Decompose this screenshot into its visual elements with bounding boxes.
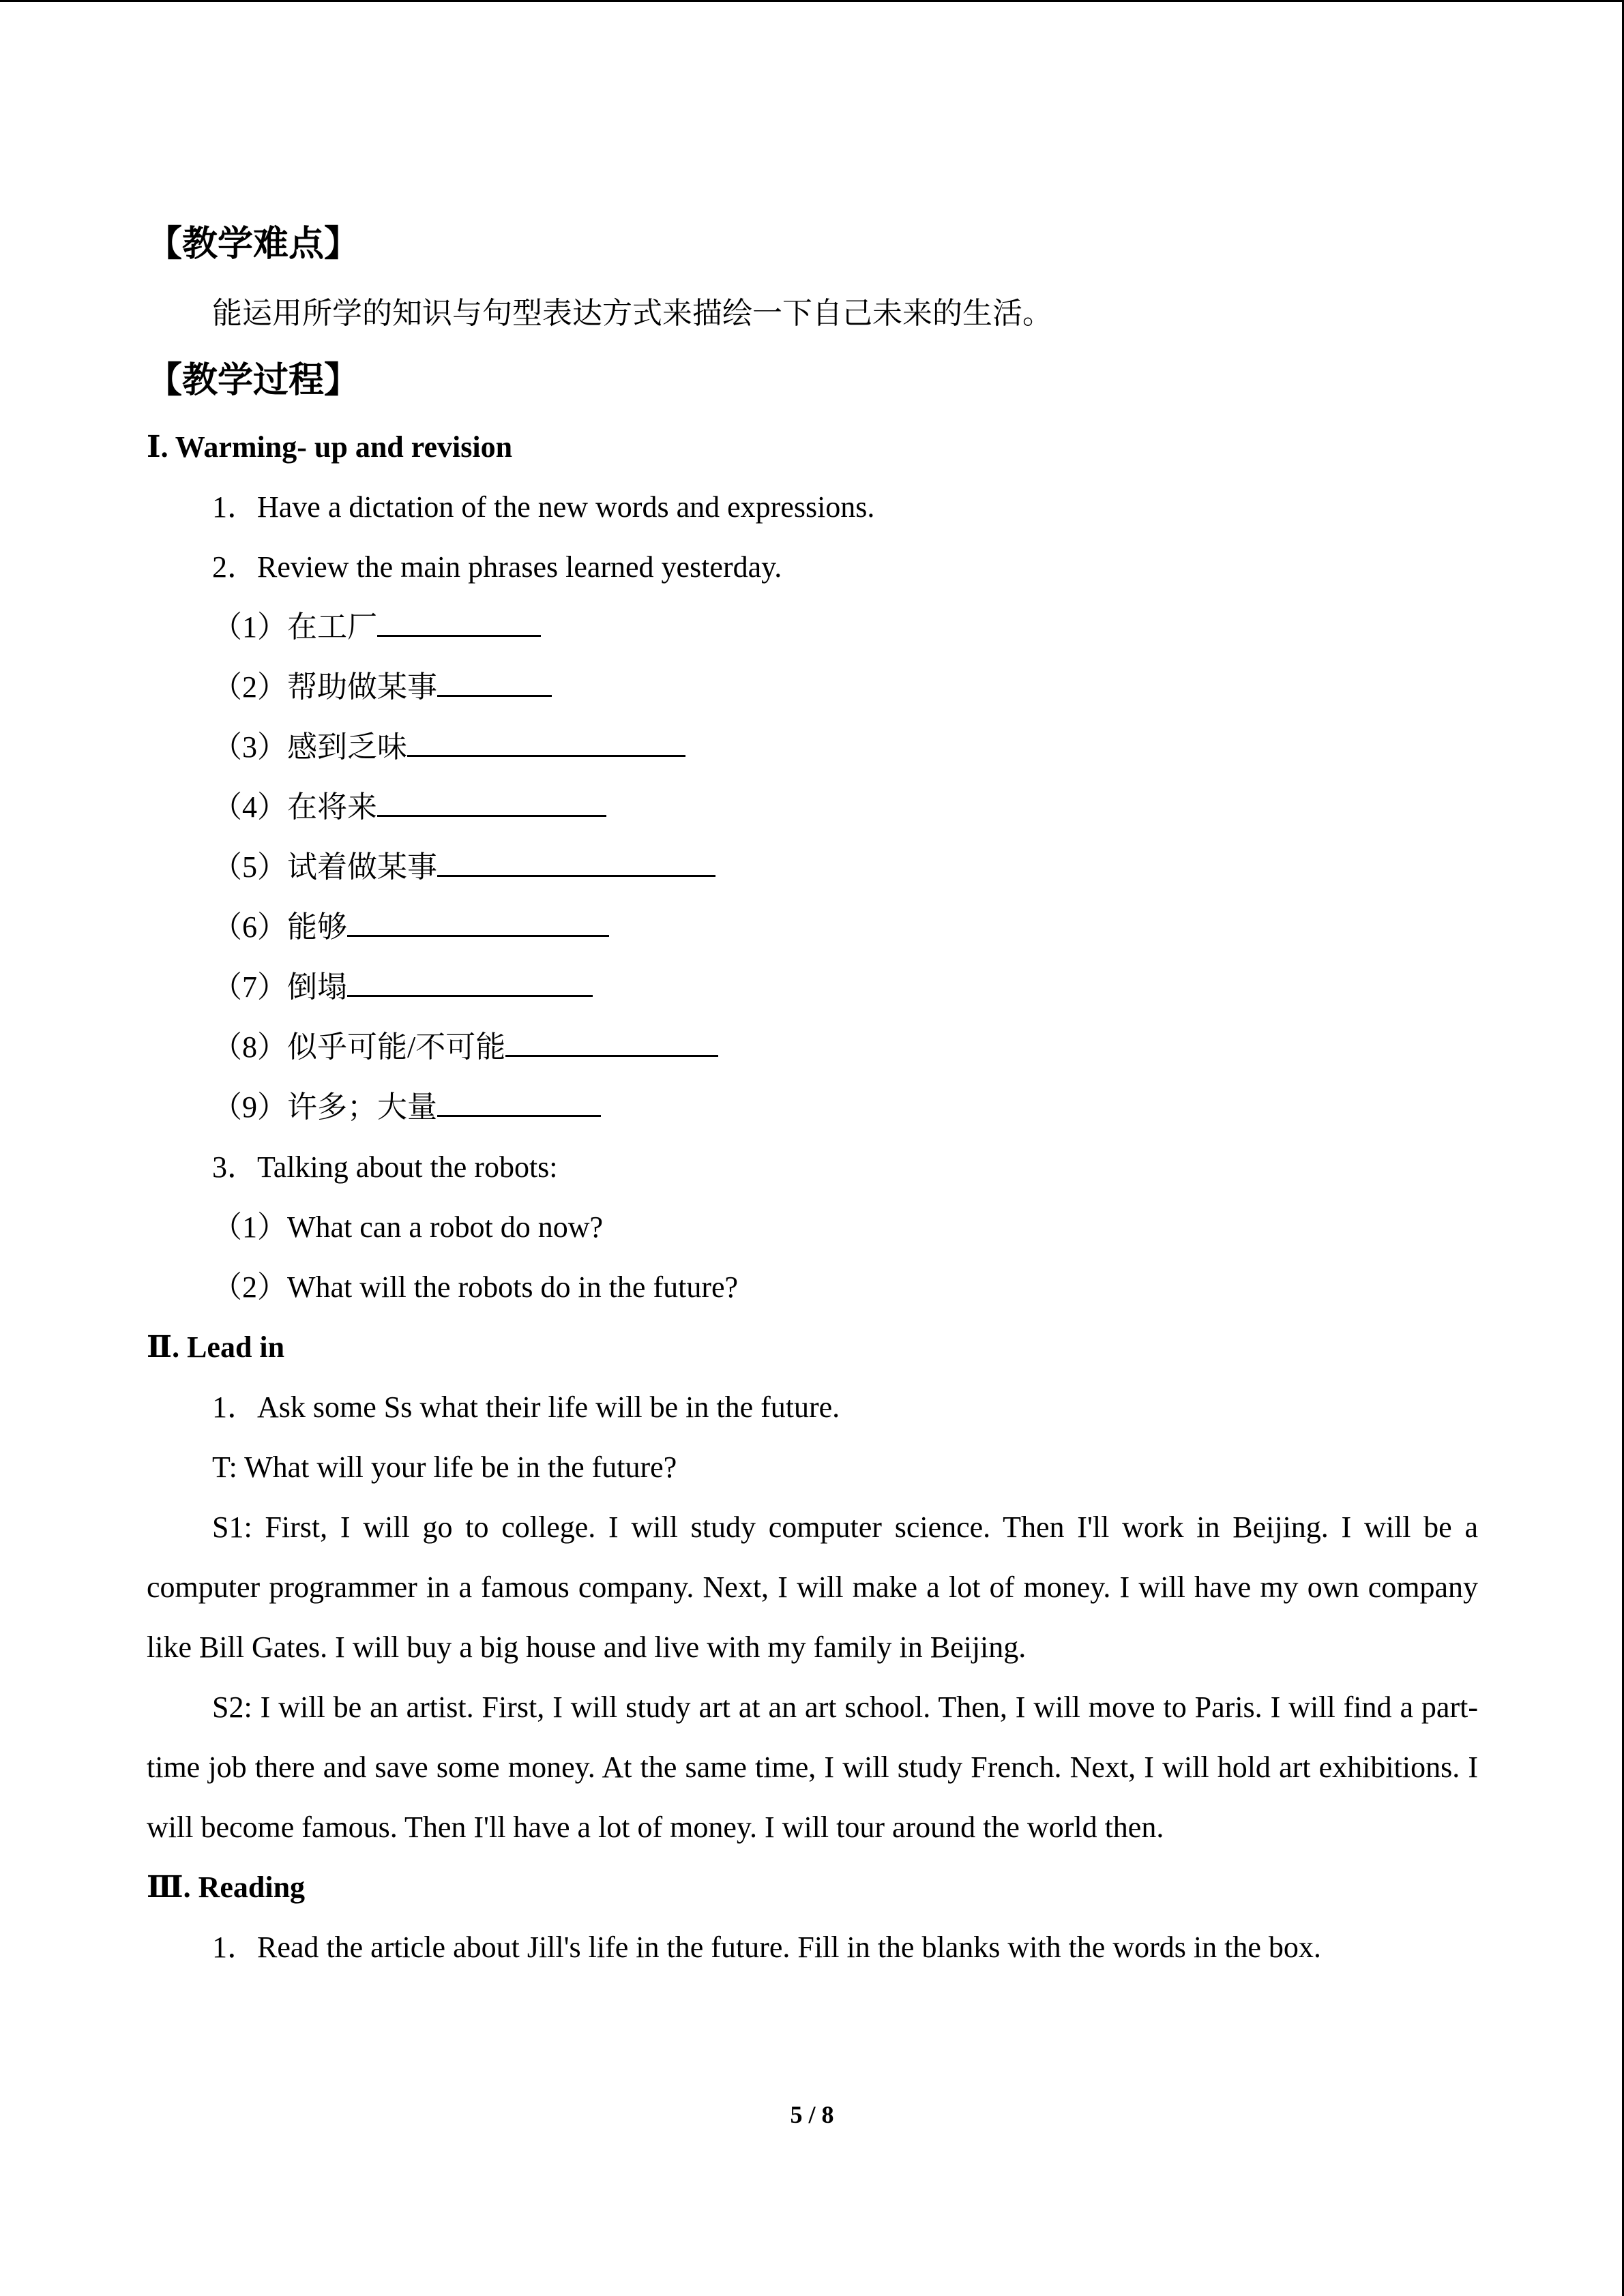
difficulty-text: 能运用所学的知识与句型表达方式来描绘一下自己未来的生活。 <box>212 297 1052 330</box>
phrase-label: （4）在将来 <box>212 790 377 824</box>
difficulty-heading: 【教学难点】 <box>147 224 360 265</box>
robot-question: （2）What will the robots do in the future? <box>212 1270 739 1304</box>
answer-blank <box>407 725 685 757</box>
section1-item3: 3．Talking about the robots: <box>212 1150 558 1184</box>
phrase-item <box>147 1077 1478 1137</box>
phrase-item <box>147 897 1478 957</box>
phrase-item <box>147 717 1478 777</box>
section1-item1: 1．Have a dictation of the new words and expressions. <box>212 490 875 524</box>
answer-blank <box>347 965 593 997</box>
phrase-item <box>147 597 1478 657</box>
phrase-label: （5）试着做某事 <box>212 850 437 884</box>
answer-blank <box>437 845 715 877</box>
answer-blank <box>505 1025 718 1057</box>
answer-blank <box>377 605 541 637</box>
phrase-label: （6）能够 <box>212 910 347 944</box>
page-number: 5 / 8 <box>790 2101 834 2128</box>
student2-answer: S2: I will be an artist. First, I will study art at an art school. Then, I will move to Paris. I will find a part-time job there and save some money. At the same time, I will study French. Next, I will hold art exhibitions. I will become famous. Then I'll have a lot of money. I will tour around the world then. <box>147 1690 1478 1844</box>
answer-blank <box>437 1085 601 1117</box>
phrase-item <box>147 777 1478 837</box>
phrase-label: （8）似乎可能/不可能 <box>212 1030 506 1064</box>
phrase-label: （3）感到乏味 <box>212 730 407 764</box>
section3-title: Ⅲ. Reading <box>147 1870 306 1904</box>
phrase-label: （2）帮助做某事 <box>212 670 437 704</box>
section1-title: Ⅰ. Warming- up and revision <box>147 430 513 464</box>
phrase-label: （1）在工厂 <box>212 610 377 644</box>
answer-blank <box>437 665 552 697</box>
section2-item1: 1．Ask some Ss what their life will be in the future. <box>212 1390 840 1424</box>
phrase-item <box>147 1017 1478 1077</box>
phrase-label: （7）倒塌 <box>212 970 347 1004</box>
robot-question: （1）What can a robot do now? <box>212 1210 604 1244</box>
process-heading: 【教学过程】 <box>147 360 360 401</box>
student1-answer: S1: First, I will go to college. I will study computer science. Then I'll work in Beijing. I will be a computer programmer in a famous company. Next, I will make a lot of money. I will have my own company like Bill Gates. I will buy a big house and live with my family in Beijing. <box>147 1510 1478 1664</box>
answer-blank <box>377 785 606 817</box>
section2-title: Ⅱ. Lead in <box>147 1330 285 1364</box>
phrase-label: （9）许多；大量 <box>212 1090 437 1124</box>
teacher-question: T: What will your life be in the future? <box>212 1450 677 1484</box>
phrase-item <box>147 657 1478 717</box>
phrase-item <box>147 837 1478 897</box>
document-body <box>147 217 1478 1978</box>
section1-item2: 2．Review the main phrases learned yesterday. <box>212 550 782 584</box>
answer-blank <box>347 905 609 937</box>
phrase-item <box>147 957 1478 1017</box>
section3-item1: 1．Read the article about Jill's life in the future. Fill in the blanks with the words in the box. <box>212 1930 1321 1964</box>
page-top-border <box>0 0 1624 2</box>
